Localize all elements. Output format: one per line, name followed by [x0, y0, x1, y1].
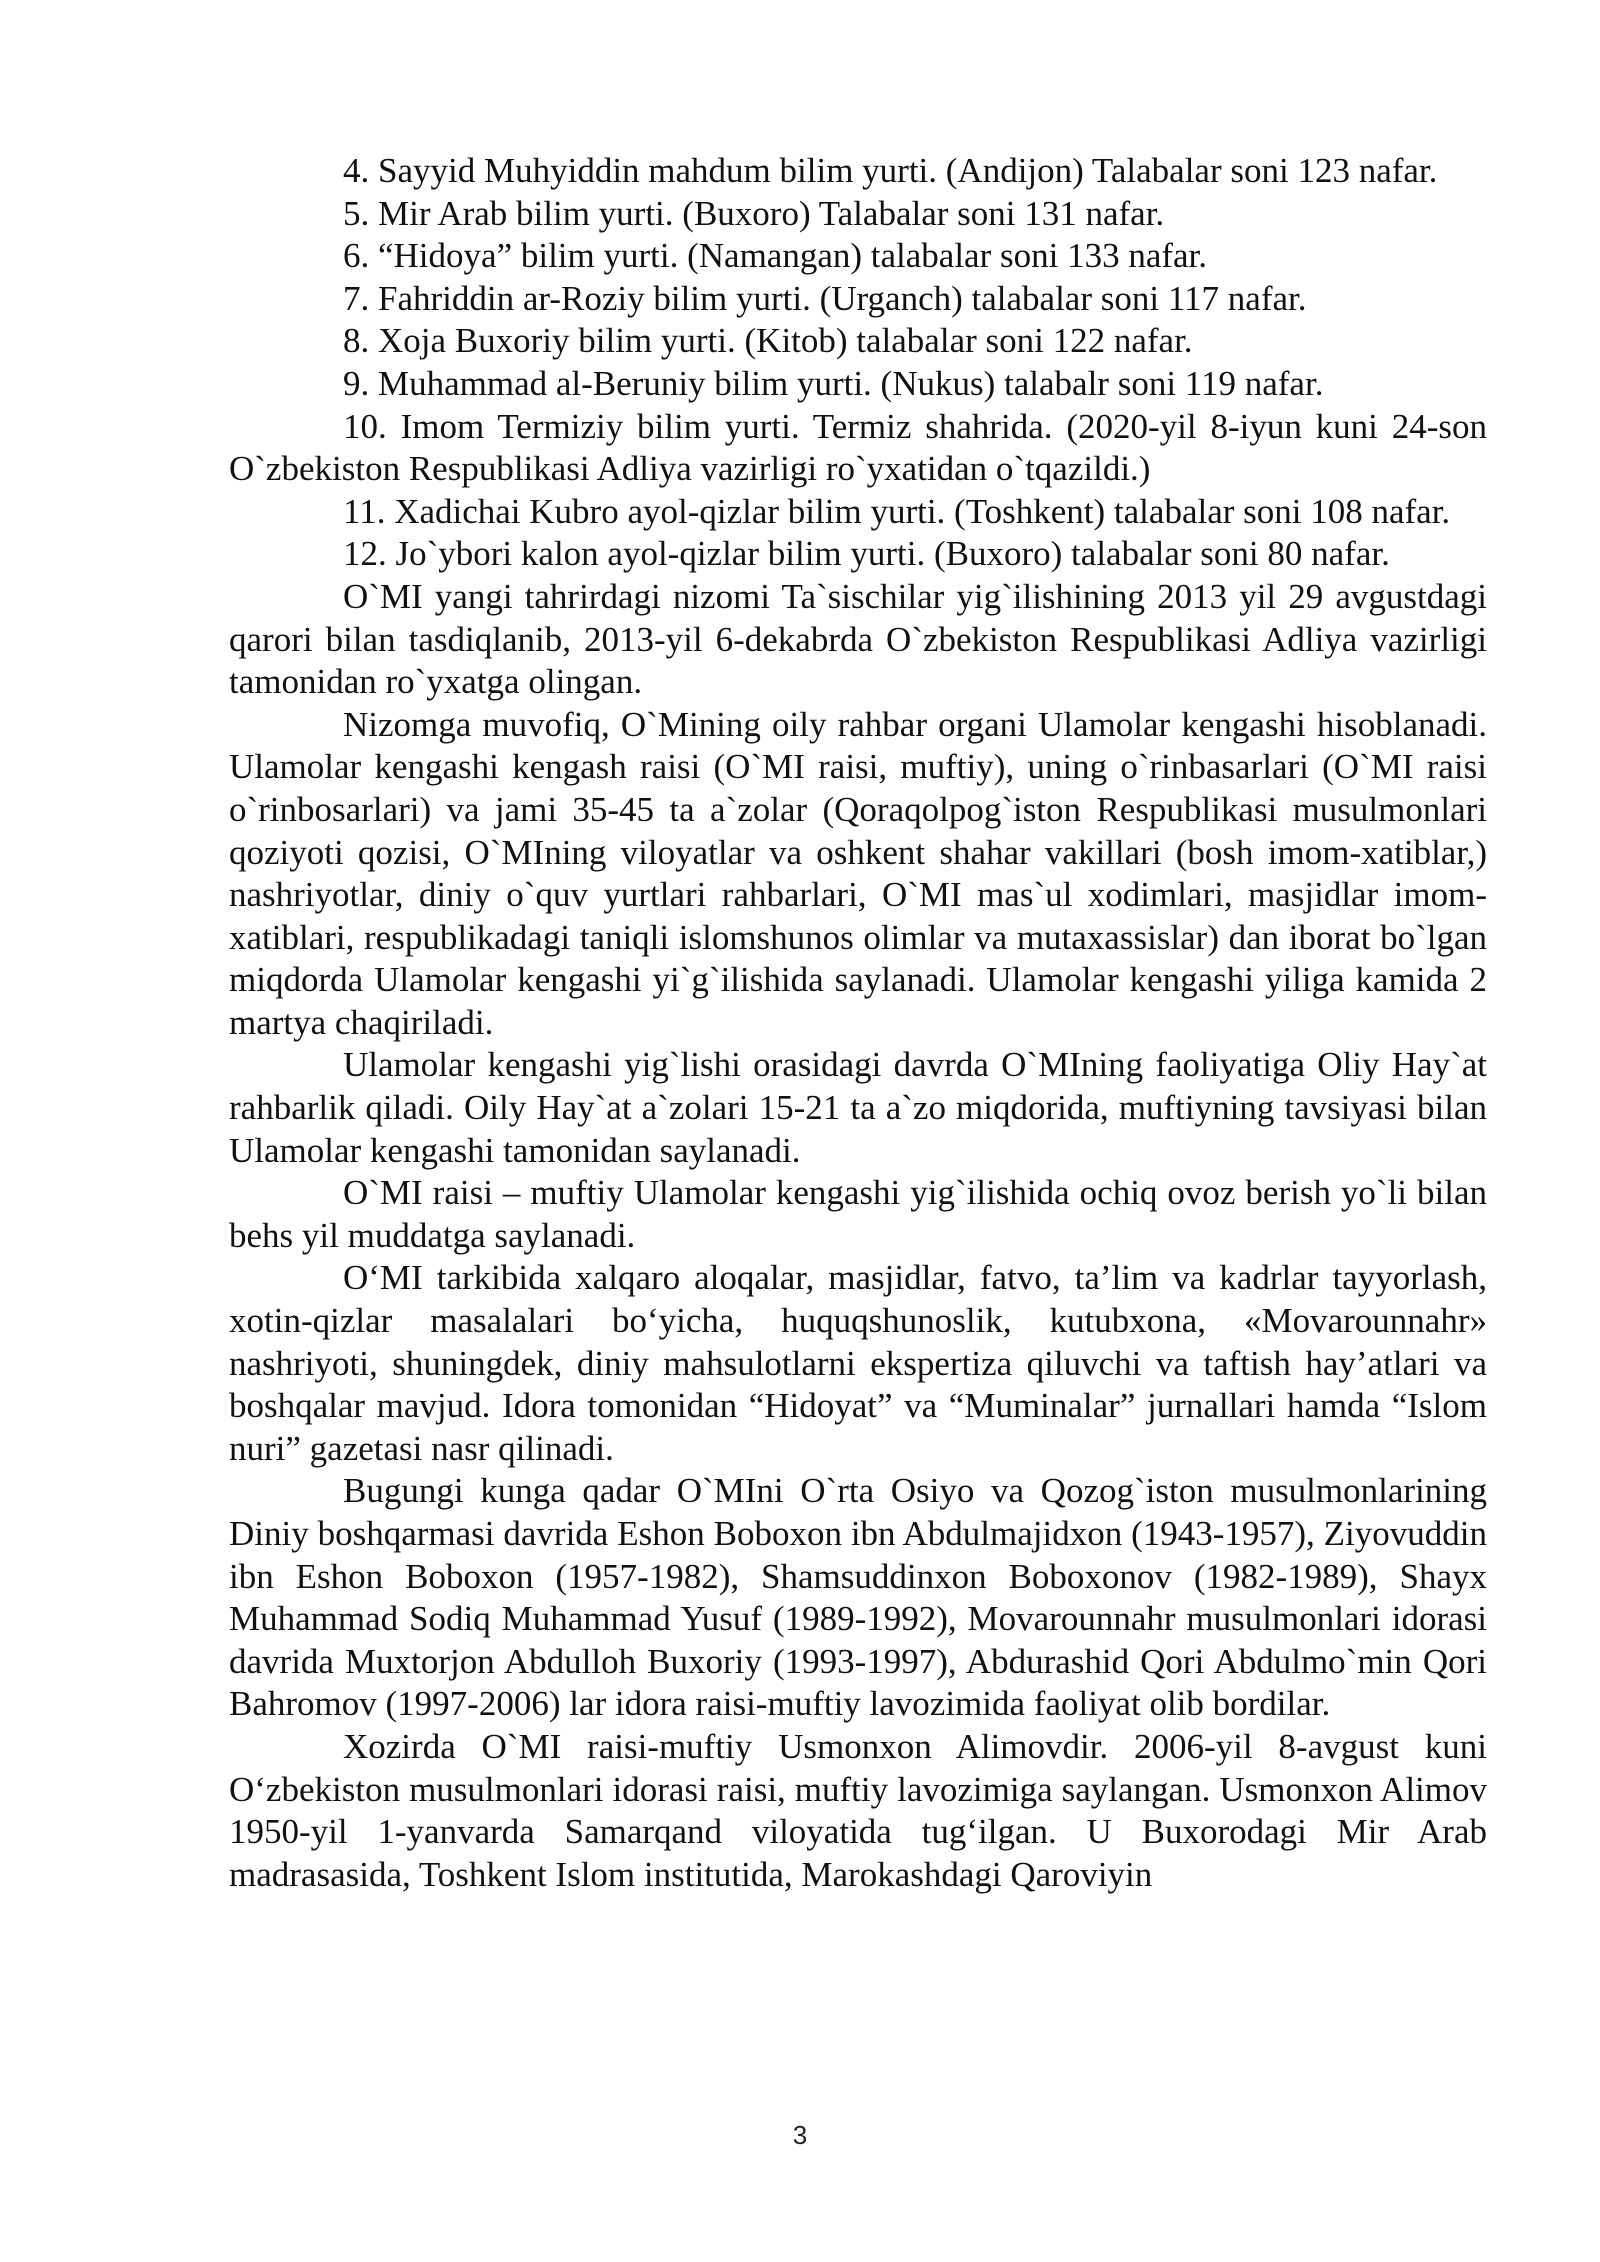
paragraph: Ulamolar kengashi yig`lishi orasidagi davrda O`MIning faoliyatiga Oliy Hay`at rahbarlik qiladi. Oily Hay`at a`zolari 15-21 ta a`zo miqdorida, muftiyning tavsiyasi bilan Ulamolar kengashi tamonidan saylanadi. [229, 1045, 1487, 1170]
paragraph: Xozirda O`MI raisi-muftiy Usmonxon Alimovdir. 2006-yil 8-avgust kuni O‘zbekiston musulmonlari idorasi raisi, muftiy lavozimiga saylangan. Usmonxon Alimov 1950-yil 1-yanvarda Samarqand viloyatida tug‘ilgan. U Buxorodagi Mir Arab madrasasida, Toshkent Islom institutida, Marokashdagi Qaroviyin [229, 1726, 1487, 1894]
paragraph: O`MI yangi tahrirdagi nizomi Ta`sischilar yig`ilishining 2013 yil 29 avgustdagi qarori bilan tasdiqlanib, 2013-yil 6-dekabrda O`zbekiston Respublikasi Adliya vazirligi tamonidan ro`yxatga olingan. [229, 576, 1487, 702]
paragraph: O`MI raisi – muftiy Ulamolar kengashi yig`ilishida ochiq ovoz berish yo`li bilan behs yil muddatga saylanadi. [229, 1173, 1487, 1255]
list-item: 5. Mir Arab bilim yurti. (Buxoro) Talabalar soni 131 nafar. [343, 193, 1165, 233]
list-item: 7. Fahriddin ar-Roziy bilim yurti. (Urganch) talabalar soni 117 nafar. [343, 278, 1307, 318]
list-item: 9. Muhammad al-Beruniy bilim yurti. (Nukus) talabalr soni 119 nafar. [343, 363, 1324, 403]
paragraph: Bugungi kunga qadar O`MIni O`rta Osiyo va Qozog`iston musulmonlarining Diniy boshqarmasi davrida Eshon Boboxon ibn Abdulmajidxon (1943-1957), Ziyovuddin ibn Eshon Boboxon (1957-1982), Shamsuddinxon Boboxonov (1982-1989), Shayx Muhammad Sodiq Muhammad Yusuf (1989-1992), Movarounnahr musulmonlari idorasi davrida Muxtorjon Abdulloh Buxoriy (1993-1997), Abdurashid Qori Abdulmo`min Qori Bahromov (1997-2006) lar idora raisi-muftiy lavozimida faoliyat olib bordilar. [229, 1471, 1487, 1724]
list-item: 6. “Hidoya” bilim yurti. (Namangan) talabalar soni 133 nafar. [343, 236, 1208, 276]
paragraph: O‘MI tarkibida xalqaro aloqalar, masjidlar, fatvo, ta’lim va kadrlar tayyorlash, xotin-qizlar masalalari bo‘yicha, huquqshunoslik, kutubxona, «Movarounnahr» nashriyoti, shuningdek, diniy mahsulotlarni ekspertiza qiluvchi va taftish hay’atlari va boshqalar mavjud. Idora tomonidan “Hidoyat” va “Muminalar” jurnallari hamda “Islom nuri” gazetasi nasr qilinadi. [229, 1258, 1487, 1468]
list-item: 8. Xoja Buxoriy bilim yurti. (Kitob) talabalar soni 122 nafar. [343, 321, 1193, 361]
page-number: 3 [792, 2120, 808, 2150]
text-body [229, 150, 1487, 1896]
list-item: 11. Xadichai Kubro ayol-qizlar bilim yurti. (Toshkent) talabalar soni 108 nafar. [343, 491, 1451, 531]
list-item: 4. Sayyid Muhyiddin mahdum bilim yurti. (Andijon) Talabalar soni 123 nafar. [343, 151, 1438, 190]
paragraph: Nizomga muvofiq, O`Mining oily rahbar organi Ulamolar kengashi hisoblanadi. Ulamolar kengashi kengash raisi (O`MI raisi, muftiy), uning o`rinbasarlari (O`MI raisi o`rinbosarlari) va jami 35-45 ta a`zolar (Qoraqolpog`iston Respublikasi musulmonlari qoziyoti qozisi, O`MIning viloyatlar va oshkent shahar vakillari (bosh imom-xatiblar,) nashriyotlar, diniy o`quv yurtlari rahbarlari, O`MI mas`ul xodimlari, masjidlar imom-xatiblari, respublikadagi taniqli islomshunos olimlar va mutaxassislar) dan iborat bo`lgan miqdorda Ulamolar kengashi yi`g`ilishida saylanadi. Ulamolar kengashi yiliga kamida 2 martya chaqiriladi. [229, 704, 1487, 1042]
list-item: 10. Imom Termiziy bilim yurti. Termiz shahrida. (2020-yil 8-iyun kuni 24-son O`zbekiston Respublikasi Adliya vazirligi ro`yxatidan o`tqazildi.) [229, 406, 1487, 489]
list-item: 12. Jo`ybori kalon ayol-qizlar bilim yurti. (Buxoro) talabalar soni 80 nafar. [343, 534, 1390, 574]
